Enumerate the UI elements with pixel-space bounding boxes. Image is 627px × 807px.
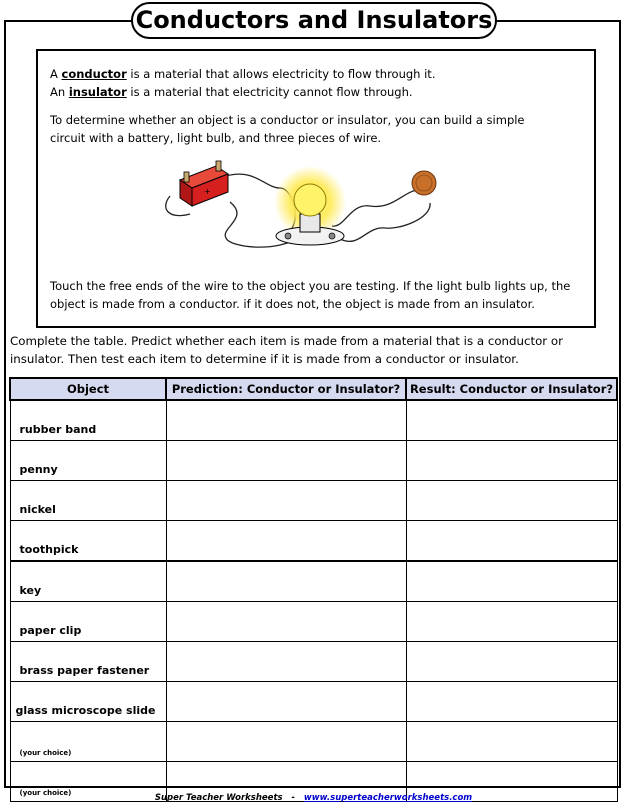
object-name: penny bbox=[10, 441, 166, 481]
object-name: paper clip bbox=[10, 602, 166, 642]
result-cell[interactable] bbox=[406, 521, 617, 562]
object-name: rubber band bbox=[10, 400, 166, 441]
object-name: glass microscope slide bbox=[10, 682, 166, 722]
result-cell[interactable] bbox=[406, 400, 617, 441]
footer-url-link[interactable]: www.superteacherworksheets.com bbox=[303, 793, 473, 803]
result-cell[interactable] bbox=[406, 441, 617, 481]
result-cell[interactable] bbox=[406, 602, 617, 642]
result-cell[interactable] bbox=[406, 642, 617, 682]
circuit-line-1: To determine whether an object is a conductor or insulator, you can build a simple bbox=[50, 113, 525, 127]
conductor-term: conductor bbox=[61, 67, 127, 81]
prediction-cell[interactable] bbox=[166, 561, 406, 602]
circuit-illustration bbox=[160, 158, 450, 258]
conductor-table bbox=[9, 377, 618, 802]
table-row bbox=[10, 400, 617, 441]
test-line-1: Touch the free ends of the wire to the object you are testing. If the light bulb lights up, the bbox=[50, 279, 571, 293]
insulator-definition: An insulator is a material that electricity cannot flow through. bbox=[50, 85, 413, 99]
result-cell[interactable] bbox=[406, 481, 617, 521]
circuit-line-2: circuit with a battery, light bulb, and three pieces of wire. bbox=[50, 131, 382, 145]
battery-icon bbox=[180, 161, 228, 206]
conductor-definition: A conductor is a material that allows electricity to flow through it. bbox=[50, 67, 436, 81]
prediction-cell[interactable] bbox=[166, 481, 406, 521]
prediction-cell[interactable] bbox=[166, 642, 406, 682]
prediction-cell[interactable] bbox=[166, 441, 406, 481]
prediction-cell[interactable] bbox=[166, 722, 406, 762]
table-row bbox=[10, 682, 617, 722]
page-title: Conductors and Insulators bbox=[131, 2, 497, 39]
penny-icon bbox=[412, 171, 436, 195]
object-name: key bbox=[10, 561, 166, 602]
prediction-cell[interactable] bbox=[166, 602, 406, 642]
prediction-cell[interactable] bbox=[166, 682, 406, 722]
table-row bbox=[10, 481, 617, 521]
object-name: (your choice) bbox=[10, 762, 166, 802]
footer-brand: Super Teacher Worksheets bbox=[154, 793, 283, 803]
result-cell[interactable] bbox=[406, 561, 617, 602]
table-row bbox=[10, 441, 617, 481]
footer-separator: - bbox=[291, 793, 295, 803]
table-row bbox=[10, 521, 617, 562]
prediction-cell[interactable] bbox=[166, 521, 406, 562]
object-name: nickel bbox=[10, 481, 166, 521]
light-bulb-icon bbox=[274, 166, 346, 245]
result-cell[interactable] bbox=[406, 682, 617, 722]
object-name: brass paper fastener bbox=[10, 642, 166, 682]
result-cell[interactable] bbox=[406, 722, 617, 762]
insulator-term: insulator bbox=[68, 85, 127, 99]
table-row bbox=[10, 561, 617, 602]
instructions-line-1: Complete the table. Predict whether each item is made from a material that is a conductor or bbox=[10, 334, 563, 348]
object-name: (your choice) bbox=[10, 722, 166, 762]
object-name: toothpick bbox=[10, 521, 166, 562]
prediction-cell[interactable] bbox=[166, 400, 406, 441]
instructions-line-2: insulator. Then test each item to determine if it is made from a conductor or insulator. bbox=[10, 352, 519, 366]
header-result: Result: Conductor or Insulator? bbox=[406, 378, 617, 400]
table-row bbox=[10, 602, 617, 642]
table-row bbox=[10, 642, 617, 682]
svg-text:+: + bbox=[204, 187, 211, 196]
table-header-row bbox=[10, 378, 617, 400]
test-line-2: object is made from a conductor. if it does not, the object is made from an insulator. bbox=[50, 297, 535, 311]
instructions bbox=[10, 332, 610, 368]
footer bbox=[0, 793, 627, 803]
table-row bbox=[10, 722, 617, 762]
header-prediction: Prediction: Conductor or Insulator? bbox=[166, 378, 406, 400]
header-object: Object bbox=[10, 378, 166, 400]
